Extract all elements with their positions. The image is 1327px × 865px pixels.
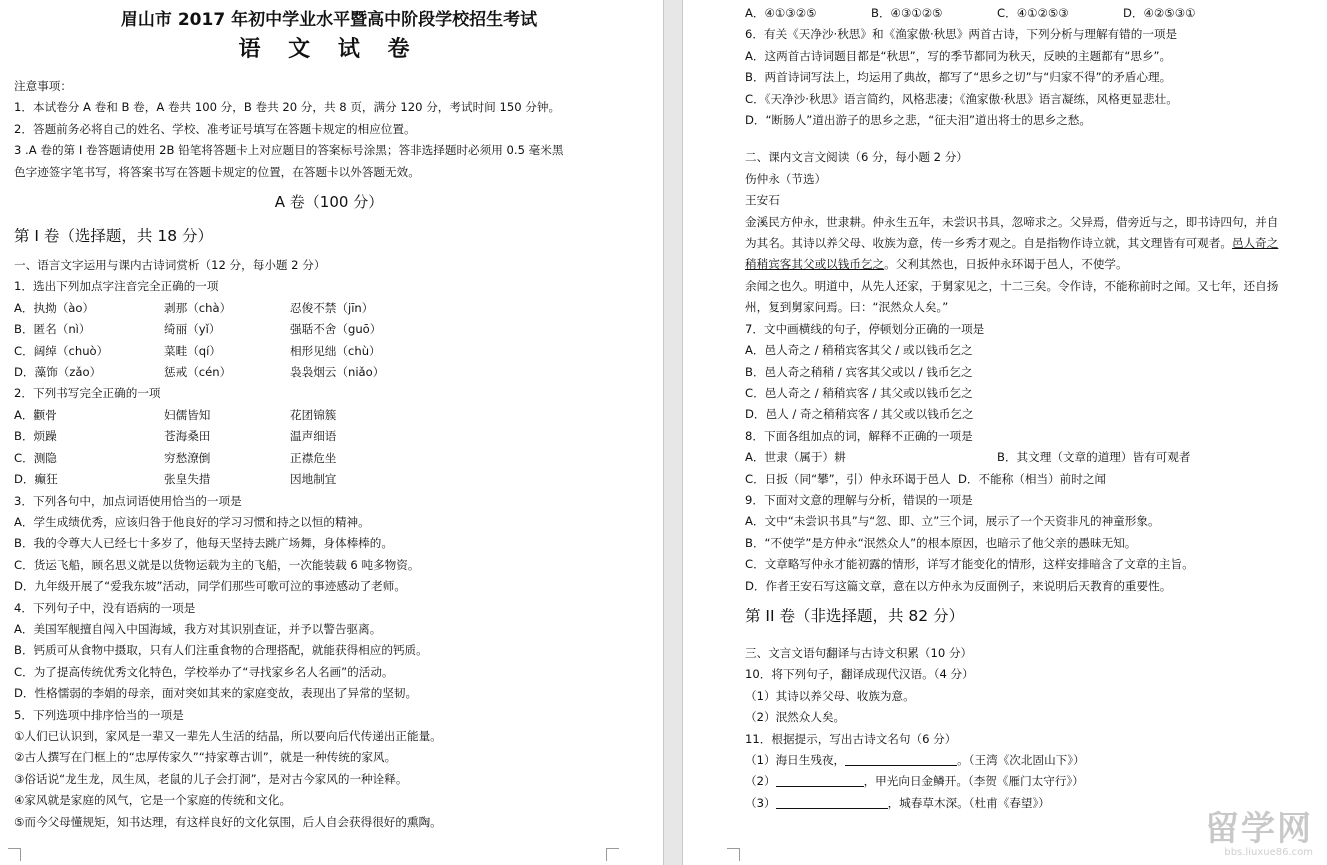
section-1-heading: 一、语言文字运用与课内古诗词赏析（12 分，每小题 2 分） [14,258,326,273]
question-8-stem: 8．下面各组加点的词，解释不正确的一项是 [745,428,973,443]
passage-line: 金溪民方仲永，世隶耕。仲永生五年，未尝识书具，忽啼求之。父异焉，借旁近与之，即书诗四句，并自 [745,214,1279,229]
part-1-heading: 第 I 卷（选择题，共 18 分） [14,227,214,246]
option: A．执拗（ào） [14,300,95,315]
notice-item: 3 .A 卷的第 I 卷答题请使用 2B 铅笔将答题卡上对应题目的答案标号涂黑；答非选择题时必须用 0.5 毫米黑 [14,143,564,158]
option: 正襟危坐 [290,450,337,465]
q2-row-b [14,426,644,447]
blank-line [776,774,864,787]
q4-option-a: A．美国军舰擅自闯入中国海域，我方对其识别查证，并予以警告驱离。 [14,621,382,636]
question-4-stem: 4．下列句子中，没有语病的一项是 [14,600,196,615]
question-2-stem: 2．下列书写完全正确的一项 [14,386,161,401]
q5-options [745,3,1325,24]
watermark-text: 留学网 [1205,809,1313,849]
option: 张皇失措 [164,472,211,487]
passage-line: 余闻之也久。明道中，从先人还家，于舅家见之，十二三矣。令作诗，不能称前时之闻。又七年，还自扬 [745,278,1279,293]
q1-row-b [14,319,644,340]
q10-item-2: （2）泯然众人矣。 [745,710,846,725]
watermark-logo [1205,811,1313,859]
exam-subtitle: 语 文 试 卷 [238,37,420,62]
option: 菜畦（qí） [164,343,221,358]
q6-option-b: B．两首诗词写法上，均运用了典故，都写了“思乡之切”与“归家不得”的矛盾心理。 [745,70,1172,85]
option: 穷愁潦倒 [164,450,211,465]
question-6-stem: 6．有关《天净沙·秋思》和《渔家傲·秋思》两首古诗，下列分析与理解有错的一项是 [745,27,1178,42]
question-11-stem: 11．根据提示，写出古诗文名句（6 分） [745,731,957,746]
option: C．日扳（同“攀”，引）仲永环谒于邑人 [745,471,951,486]
item-prefix: （2） [745,774,776,789]
item-prefix: （3） [745,795,776,810]
q4-option-b: B．钙质可从食物中摄取，只有人们注重食物的合理搭配，就能获得相应的钙质。 [14,643,428,658]
option: C．测隐 [14,450,57,465]
page-corner-mark [606,848,619,861]
option: D．癫狂 [14,472,58,487]
q3-option-c: C．货运飞船，顾名思义就是以货物运载为主的飞船，一次能装载 6 吨多物资。 [14,557,420,572]
q9-option-d: D．作者王安石写这篇文章，意在以方仲永为反面例子，来说明后天教育的重要性。 [745,578,1172,593]
q3-option-b: B．我的令尊大人已经七十多岁了，他每天坚持去跳广场舞，身体棒棒的。 [14,536,393,551]
q5-item-5: ⑤而今父母懂规矩，知书达理，有这样良好的文化氛围，后人自会获得很好的熏陶。 [14,814,442,829]
q8-row-cd [745,469,1325,490]
passage-text: 为其名。其诗以养父母、收族为意，传一乡秀才观之。自是指物作诗立就，其文理皆有可观者。 [745,236,1232,251]
notice-item: 色字迹签字笔书写，将答案书写在答题卡规定的位置，在答题卡以外答题无效。 [14,164,420,179]
item-suffix: ，甲光向日金鳞开。（李贺《雁门太守行》） [863,774,1084,789]
question-7-stem: 7．文中画横线的句子，停顿划分正确的一项是 [745,321,985,336]
question-1-stem: 1．选出下列加点字注音完全正确的一项 [14,279,219,294]
q5-item-3: ③俗话说“龙生龙，凤生凤，老鼠的儿子会打洞”，是对古今家风的一种诠释。 [14,771,408,786]
option: A．颧骨 [14,407,57,422]
q9-option-b: B．“不使学”是方仲永“泯然众人”的根本原因，也暗示了他父亲的愚昧无知。 [745,535,1137,550]
section-a-juan: A 卷（100 分） [274,193,384,212]
q9-option-a: A．文中“未尝识书具”与“忽、即、立”三个词，展示了一个天资非凡的神童形象。 [745,514,1160,529]
option: 惩戒（cén） [164,365,232,380]
option: 袅袅烟云（niǎo） [290,365,385,380]
question-5-stem: 5．下列选项中排序恰当的一项是 [14,707,184,722]
q4-option-c: C．为了提高传统优秀文化特色，学校举办了“寻找家乡名人名画”的活动。 [14,664,394,679]
option: 温声细语 [290,429,337,444]
page-gutter [663,0,683,865]
q2-row-d [14,469,644,490]
question-10-stem: 10．将下列句子，翻译成现代汉语。（4 分） [745,667,974,682]
option: C．阔绰（chuò） [14,343,109,358]
q5-item-1: ①人们已认识到，家风是一辈又一辈先人生活的结晶，所以要向后代传递出正能量。 [14,728,442,743]
option: 绮丽（yǐ） [164,322,221,337]
option: B．烦躁 [14,429,57,444]
q2-row-c [14,448,644,469]
item-suffix: ，城春草木深。（杜甫《春望》） [887,795,1050,810]
part-2-heading: 第 II 卷（非选择题，共 82 分） [745,606,965,625]
option: A．④①③②⑤ [745,6,817,20]
option: 妇儒皆知 [164,407,211,422]
q7-option-b: B．邑人奇之稍稍 / 宾客其父或以 / 钱币乞之 [745,364,973,379]
q3-option-a: A．学生成绩优秀，应该归咎于他良好的学习习惯和持之以恒的精神。 [14,514,370,529]
underlined-sentence: 邑人奇之 [1231,236,1279,251]
notice-item: 2．答题前务必将自己的姓名、学校、准考证号填写在答题卡规定的相应位置。 [14,121,416,136]
q11-item-2 [745,771,1325,792]
q3-option-d: D．九年级开展了“爱我东坡”活动，同学们那些可歌可泣的事迹感动了老师。 [14,579,406,594]
option: 剥那（chà） [164,300,232,315]
q1-row-c [14,341,644,362]
q2-row-a [14,405,644,426]
q1-row-d [14,362,644,383]
underlined-sentence: 稍稍宾客其父或以钱币乞之 [745,257,885,272]
passage-title: 伤仲永（节选） [745,171,827,186]
q9-option-c: C．文章略写仲永才能初露的情形，详写才能变化的情形，这样安排暗含了文章的主旨。 [745,557,1194,572]
exam-title: 眉山市 2017 年初中学业水平暨高中阶段学校招生考试 [120,10,538,30]
option: 相形见绌（chù） [290,343,381,358]
q6-option-d: D．“断肠人”道出游子的思乡之悲，“征夫泪”道出将士的思乡之愁。 [745,113,1091,128]
page-corner-mark [727,848,740,861]
q8-row-ab [745,447,1325,468]
option: 花团锦簇 [290,407,337,422]
passage-author: 王安石 [745,193,780,208]
exam-page-left [0,0,663,865]
exam-page-right [683,0,1327,865]
section-2-heading: 二、课内文言文阅读（6 分，每小题 2 分） [745,150,968,165]
option: 苍海桑田 [164,429,211,444]
option: C．④①②⑤③ [997,6,1069,20]
question-9-stem: 9．下面对文意的理解与分析，错误的一项是 [745,492,973,507]
item-prefix: （1）海日生残夜， [745,753,846,767]
option: D．藻饰（zǎo） [14,365,102,380]
blank-line [845,753,957,766]
option: 强聒不舍（guō） [290,322,382,337]
q6-option-c: C．《天净沙·秋思》语言简约，风格悲凄；《渔家傲·秋思》语言凝练，风格更显悲壮。 [745,91,1178,106]
q10-item-1: （1）其诗以养父母、收族为意。 [745,688,915,703]
notice-heading: 注意事项： [14,79,72,93]
watermark-url: bbs.liuxue86.com [1224,847,1313,858]
option: B．匿名（nì） [14,322,91,337]
q5-item-4: ④家风就是家庭的风气，它是一个家庭的传统和文化。 [14,793,292,808]
q7-option-d: D．邑人 / 奇之稍稍宾客 / 其父或以钱币乞之 [745,407,974,422]
passage-line [745,254,1325,275]
q11-item-1 [745,750,1325,771]
section-3-heading: 三、文言文语句翻译与古诗文积累（10 分） [745,645,973,660]
option: A．世隶（属于）耕 [745,450,846,465]
item-suffix: 。（王湾《次北固山下》） [957,753,1085,767]
passage-text: 。父利其然也，日扳仲永环谒于邑人，不使学。 [884,257,1128,272]
notice-item: 1．本试卷分 A 卷和 B 卷，A 卷共 100 分，B 卷共 20 分，共 8 页，满分 120 分，考试时间 150 分钟。 [14,100,561,115]
q7-option-c: C．邑人奇之 / 稍稍宾客 / 其父或以钱币乞之 [745,385,973,400]
option: B．其文理（文章的道理）皆有可观者 [997,450,1191,465]
option: D．④②⑤③① [1123,6,1196,20]
blank-line [776,796,888,809]
option: B．④③①②⑤ [871,6,943,20]
question-3-stem: 3．下列各句中，加点词语使用恰当的一项是 [14,493,242,508]
q4-option-d: D．性格懦弱的李娟的母亲，面对突如其来的家庭变故，表现出了异常的坚韧。 [14,686,418,701]
passage-line [745,233,1325,254]
q6-option-a: A．这两首古诗词题目都是“秋思”，写的季节都同为秋天，反映的主题都有“思乡”。 [745,48,1172,63]
passage-line: 州，复到舅家问焉。曰：“泯然众人矣。” [745,300,949,315]
option: D．不能称（相当）前时之闻 [957,471,1107,486]
option: 因地制宜 [290,472,337,487]
q7-option-a: A．邑人奇之 / 稍稍宾客其父 / 或以钱币乞之 [745,343,973,358]
q1-row-a [14,298,644,319]
page-corner-mark [8,848,21,861]
option: 忍俊不禁（jīn） [290,300,374,315]
q5-item-2: ②古人撰写在门框上的“忠厚传家久”“持家尊古训”，就是一种传统的家风。 [14,750,397,765]
